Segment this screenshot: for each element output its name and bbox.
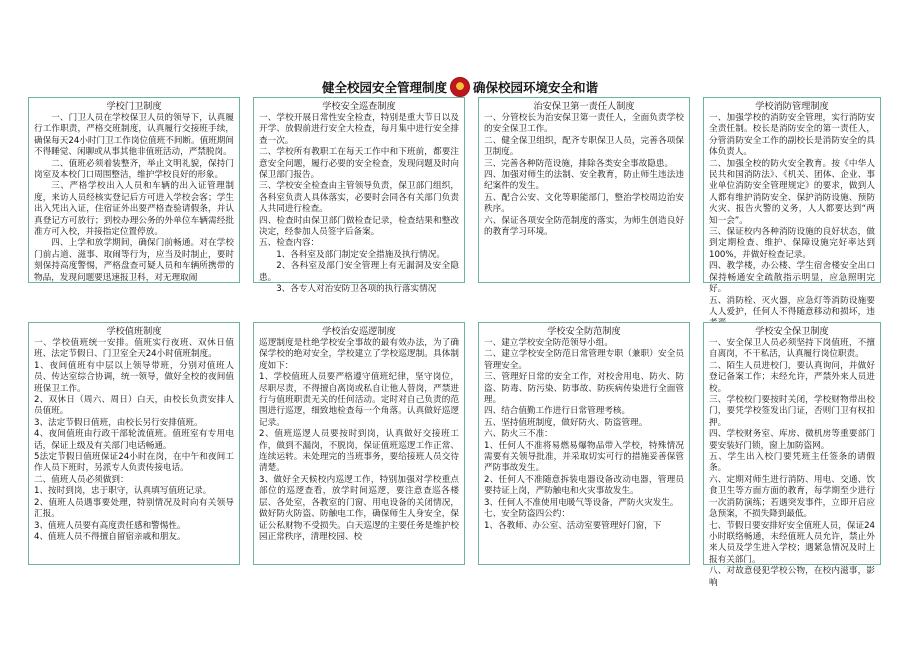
- rule-item: 1、夜间值班有中层以上领导带班，分别对值班人员、传达室综合协调，统一领导，做好全校的夜间值班保卫工作。: [34, 360, 234, 394]
- rule-item: 5法定节假日值班保证24小时在岗，在中午和夜间工作人员下班时，另派专人负责传接电话。: [34, 452, 234, 474]
- rule-item: 四、结合值勤工作进行日常管理考核。: [484, 406, 631, 417]
- panel-security-responsibility: [478, 97, 690, 283]
- rule-item: 二、建立学校安全防范日常管理专职（兼职）安全员管理安全。: [484, 349, 684, 371]
- rule-item: 3、各专人对治安防卫各项的执行落实情况: [276, 284, 437, 295]
- rule-item: 二、加强全校的防火安全教育。按《中华人民共和国消防法》、《机关、团体、企业、事业单位消防安全管理规定》的要求，做到人人都有维护消防安全、保护消防设施、预防火灾、报告火警的义务，人人都要达到“两知一会”。: [709, 158, 875, 226]
- rule-item: 四、检查时由保卫部门做检查记录，检查结果和整改决定，经参加人员签字后备案。: [259, 215, 459, 238]
- rule-item: 一、分管校长为治安保卫第一责任人，全面负责学校的安全保卫工作。: [484, 113, 684, 135]
- panel-duty-schedule: [28, 322, 240, 565]
- rule-item: 3、做好全天候校内巡逻工作，特别加强对学校重点部位的巡逻查看，放学时间巡逻，要注意查巡各楼层、各处室，各教室的门窗、用电设备的关闭情况，做好防火防盗、防触电工作，确保师生人身安全，保证公私财物不受损失。白天巡逻的主要任务是维护校园正常秩序，清理校园、校: [259, 474, 459, 542]
- rule-item: 一、学校开展日常性安全检查，特别是重大节日以及开学、放假前进行安全大检查，每月集中进行安全排查一次。: [259, 113, 459, 146]
- panel-security-patrol: [253, 322, 465, 565]
- rule-item: 六、定期对师生进行消防、用电、交通、饮食卫生等方面方面的教育，每学期至少进行一次消防演练；若遇突发事件，立即开启应急预案，不损失降到最低。: [709, 474, 875, 520]
- rule-item: 一、安全保卫人员必须坚持下岗值班，不擅自离岗，不干私活，认真履行岗位职责。: [709, 338, 875, 360]
- rule-item: 1、按时到岗，忠于职守，认真填写值班记录。: [34, 486, 212, 497]
- rule-item: 七、节假日要安排好安全值班人员，保证24小时联络畅通，未经值班人员允许，禁止外来人员及学生进入学校；遇紧急情况及时上报有关部门。: [709, 520, 875, 565]
- rule-item: 七、安全防盗四公约：: [484, 509, 570, 520]
- rule-item: 2、双休日（周六、周日）白天，由校长负责安排人员值班。: [34, 395, 234, 417]
- rule-item: 一、学校值班统一安排。值班实行夜班、双休日值班、法定节假日、门卫室全天24小时值班制度。: [34, 338, 234, 360]
- page-header: [0, 76, 920, 98]
- rule-item: 一、门卫人员在学校保卫人员的领导下，认真履行工作职责，严格交班制度，认真履行交接班手续，确保每天24小时门卫工作岗位值班不间断。值班期间不得睡觉、闲聊或从事其他非值班活动，严禁脱岗。: [34, 113, 234, 158]
- panel-body: [704, 113, 880, 330]
- rule-item: 三、完善各种防范设施，排除各类安全事故隐患。: [484, 158, 674, 169]
- panel-gate-guard: [28, 97, 240, 283]
- panel-body: [704, 338, 880, 589]
- panel-security-protection: [703, 322, 881, 588]
- panel-title: 学校安全保卫制度: [755, 326, 829, 337]
- rule-item: 六、保证各项安全防范制度的落实，为师生创造良好的教育学习环境。: [484, 215, 684, 238]
- panel-body: [254, 113, 464, 296]
- rule-item: 三、保证校内各种消防设施的良好状态，做到定期检查、维护、保障设施完好率达到100%，并做好检查记录。: [709, 227, 875, 260]
- rule-item: 五、检查内容：: [259, 238, 320, 249]
- panel-fire-safety: [703, 97, 881, 317]
- rule-item: 1、学校值班人员要严格遵守值班纪律，坚守岗位，尽职尽责，不得擅自离岗或私自让他人替岗，严禁进行与值班职责无关的任何活动。定时对自己负责的范围进行巡逻，细致地检查每一个角落。认真做好巡逻记录。: [259, 372, 459, 428]
- rule-item: 三、学校安全检查由主管领导负责，保卫部门组织，各科室负责人具体落实，必要时会同各有关部门负责人共同进行检查。: [259, 181, 459, 215]
- rule-item: 1、各教师、办公室、活动室要管理好门窗，下: [484, 520, 662, 531]
- rule-item: 四、教学楼，办公楼、学生宿舍楼安全出口保持畅通安全疏散指示明显，应急照明完好。: [709, 261, 875, 295]
- rule-item: 4、值班人员不得擅自留宿亲戚和朋友。: [34, 531, 186, 542]
- rule-item: 3、任何人不准使用电暖气等设备，严防火灾发生。: [484, 497, 679, 508]
- rule-item: 三、学校校门要按时关闭，学校财物带出校门，要凭学校签发出门证，否则门卫有权扣押。: [709, 395, 875, 428]
- rule-item: 一、加强学校的消防安全管理，实行消防安全责任制。校长是消防安全的第一责任人，分管消防安全工作的副校长是消防安全的具体负责人。: [709, 113, 875, 158]
- rule-item: 3、值班人员要有高度责任感和警惕性。: [34, 520, 186, 531]
- panel-title: 治安保卫第一责任人制度: [533, 101, 635, 112]
- rule-item: 2、值班巡逻人员要按时到岗，认真做好交接班工作，做到不漏岗，不脱岗，保证值班巡逻工作正常、连续运转。未处理完的当班事务，要给接班人员交待清楚。: [259, 429, 459, 474]
- rule-item: 五、学生出入校门要凭班主任签条的请假条。: [709, 452, 875, 474]
- panel-body: [29, 338, 239, 543]
- rule-item: 1、各科室及部门制定安全措施及执行情况。: [276, 249, 445, 260]
- rule-item: 二、健全保卫组织，配齐专职保卫人员，完善各项保卫制度。: [484, 135, 684, 158]
- panel-safety-inspection: [253, 97, 465, 295]
- rule-item: 四、上学和放学期间，确保门前畅通。对在学校门前占道、滋事、取闹等行为，应当及时制止，要时刻保持高度警惕，严格盘查可疑人员和车辆所携带的物品，发现问题要迅速报卫科，对无理取闹: [34, 238, 234, 283]
- rule-item: 五、消防栓、灭火器，应急灯等消防设施要人人爱护，任何人不得随意移动和损坏，违: [709, 295, 875, 317]
- rule-item: 二、学校所有教职工在每天工作中和下班前，都要注意安全问题，履行必要的安全检查，发现问题及时向保卫部门报告。: [259, 147, 459, 181]
- rule-item: 八、对故意侵犯学校公物，在校内滋事，影响: [709, 566, 875, 588]
- panel-title: 学校治安巡逻制度: [322, 326, 396, 337]
- panel-body: [254, 338, 464, 543]
- rule-item: 4、夜间值班由行政干部轮流值班。值班室有专用电话，保证上级及有关部门电话畅通。: [34, 429, 234, 451]
- panel-title: 学校安全防范制度: [547, 326, 621, 337]
- panel-title: 学校门卫制度: [106, 101, 162, 112]
- rule-item: 一、建立学校安全防范领导小组。: [484, 338, 613, 348]
- page-title-left: 健全校园安全管理制度: [321, 80, 447, 95]
- rule-item: 1、任何人不准将易燃易爆物品带入学校，特殊情况需要有关领导批准，并采取切实可行的措施妥善保管严防事故发生。: [484, 440, 684, 474]
- rule-item: 巡逻制度是杜绝学校安全事故的最有效办法，为了确保学校的绝对安全，学校建立了学校巡逻制。具体制度如下：: [259, 338, 459, 371]
- rule-item: 2、各科室及部门安全管理上有无漏洞及安全隐患。: [259, 261, 459, 283]
- rule-item: 四、学校财务室、库房、微机房等重要部门要安装好门锁，窗上加防盗网。: [709, 429, 875, 451]
- panel-title: 学校值班制度: [106, 326, 162, 337]
- rule-item: 二、陌生人员进校门，要认真询问，并做好登记备案工作；未经允许，严禁外来人员进校。: [709, 360, 875, 394]
- school-emblem-icon: [450, 77, 470, 97]
- rule-item: 2、任何人不准随意拆装电器设备改动电器，管理员要持证上岗，严防触电和火灾事故发生。: [484, 474, 684, 497]
- rule-item: 五、配合公安、文化等职能部门，整治学校周边治安秩序。: [484, 192, 684, 215]
- page-title-right: 确保校园环境安全和谐: [473, 80, 599, 95]
- rule-item: 五、坚持值班制度，做好防火、防盗管理。: [484, 417, 648, 428]
- rule-item: 二、值班必须着装整齐，举止文明礼貌，保持门岗室及本校门口周围整洁，维护学校良好的形象。: [34, 158, 234, 181]
- rule-item: 2、值班人员遇事要处理，特别情况及时向有关领导汇报。: [34, 497, 234, 520]
- rule-item: 四、加强对师生的法制、安全教育，防止师生违法违纪案件的发生。: [484, 170, 684, 192]
- rule-item: 3、法定节假日值班，由校长另行安排值班。: [34, 417, 203, 428]
- rule-item: 三、管理好日常的安全工作，对校舍用电、防火、防盗、防毒、防污染、防事故、防疾病传染进行全面管理。: [484, 372, 684, 406]
- panel-body: [479, 113, 689, 238]
- panel-body: [479, 338, 689, 532]
- panel-safety-prevention: [478, 322, 690, 565]
- panel-title: 学校消防管理制度: [755, 101, 829, 112]
- panel-title: 学校安全巡查制度: [322, 101, 396, 112]
- rule-item: 三、严格学校出入人员和车辆的出入证管理制度，来访人员经核实登记后方可进入学校会客；学生出入凭出入证，住宿证外出要严格查验请假条，并认真登记方可放行；到校办理公务的外单位车辆需经批准方可入校，并接指定位置停放。: [34, 181, 234, 238]
- rule-item: 二、值班人员必须做到：: [34, 474, 129, 485]
- rule-item: 六、防火三不准：: [484, 429, 553, 440]
- panel-body: [29, 113, 239, 284]
